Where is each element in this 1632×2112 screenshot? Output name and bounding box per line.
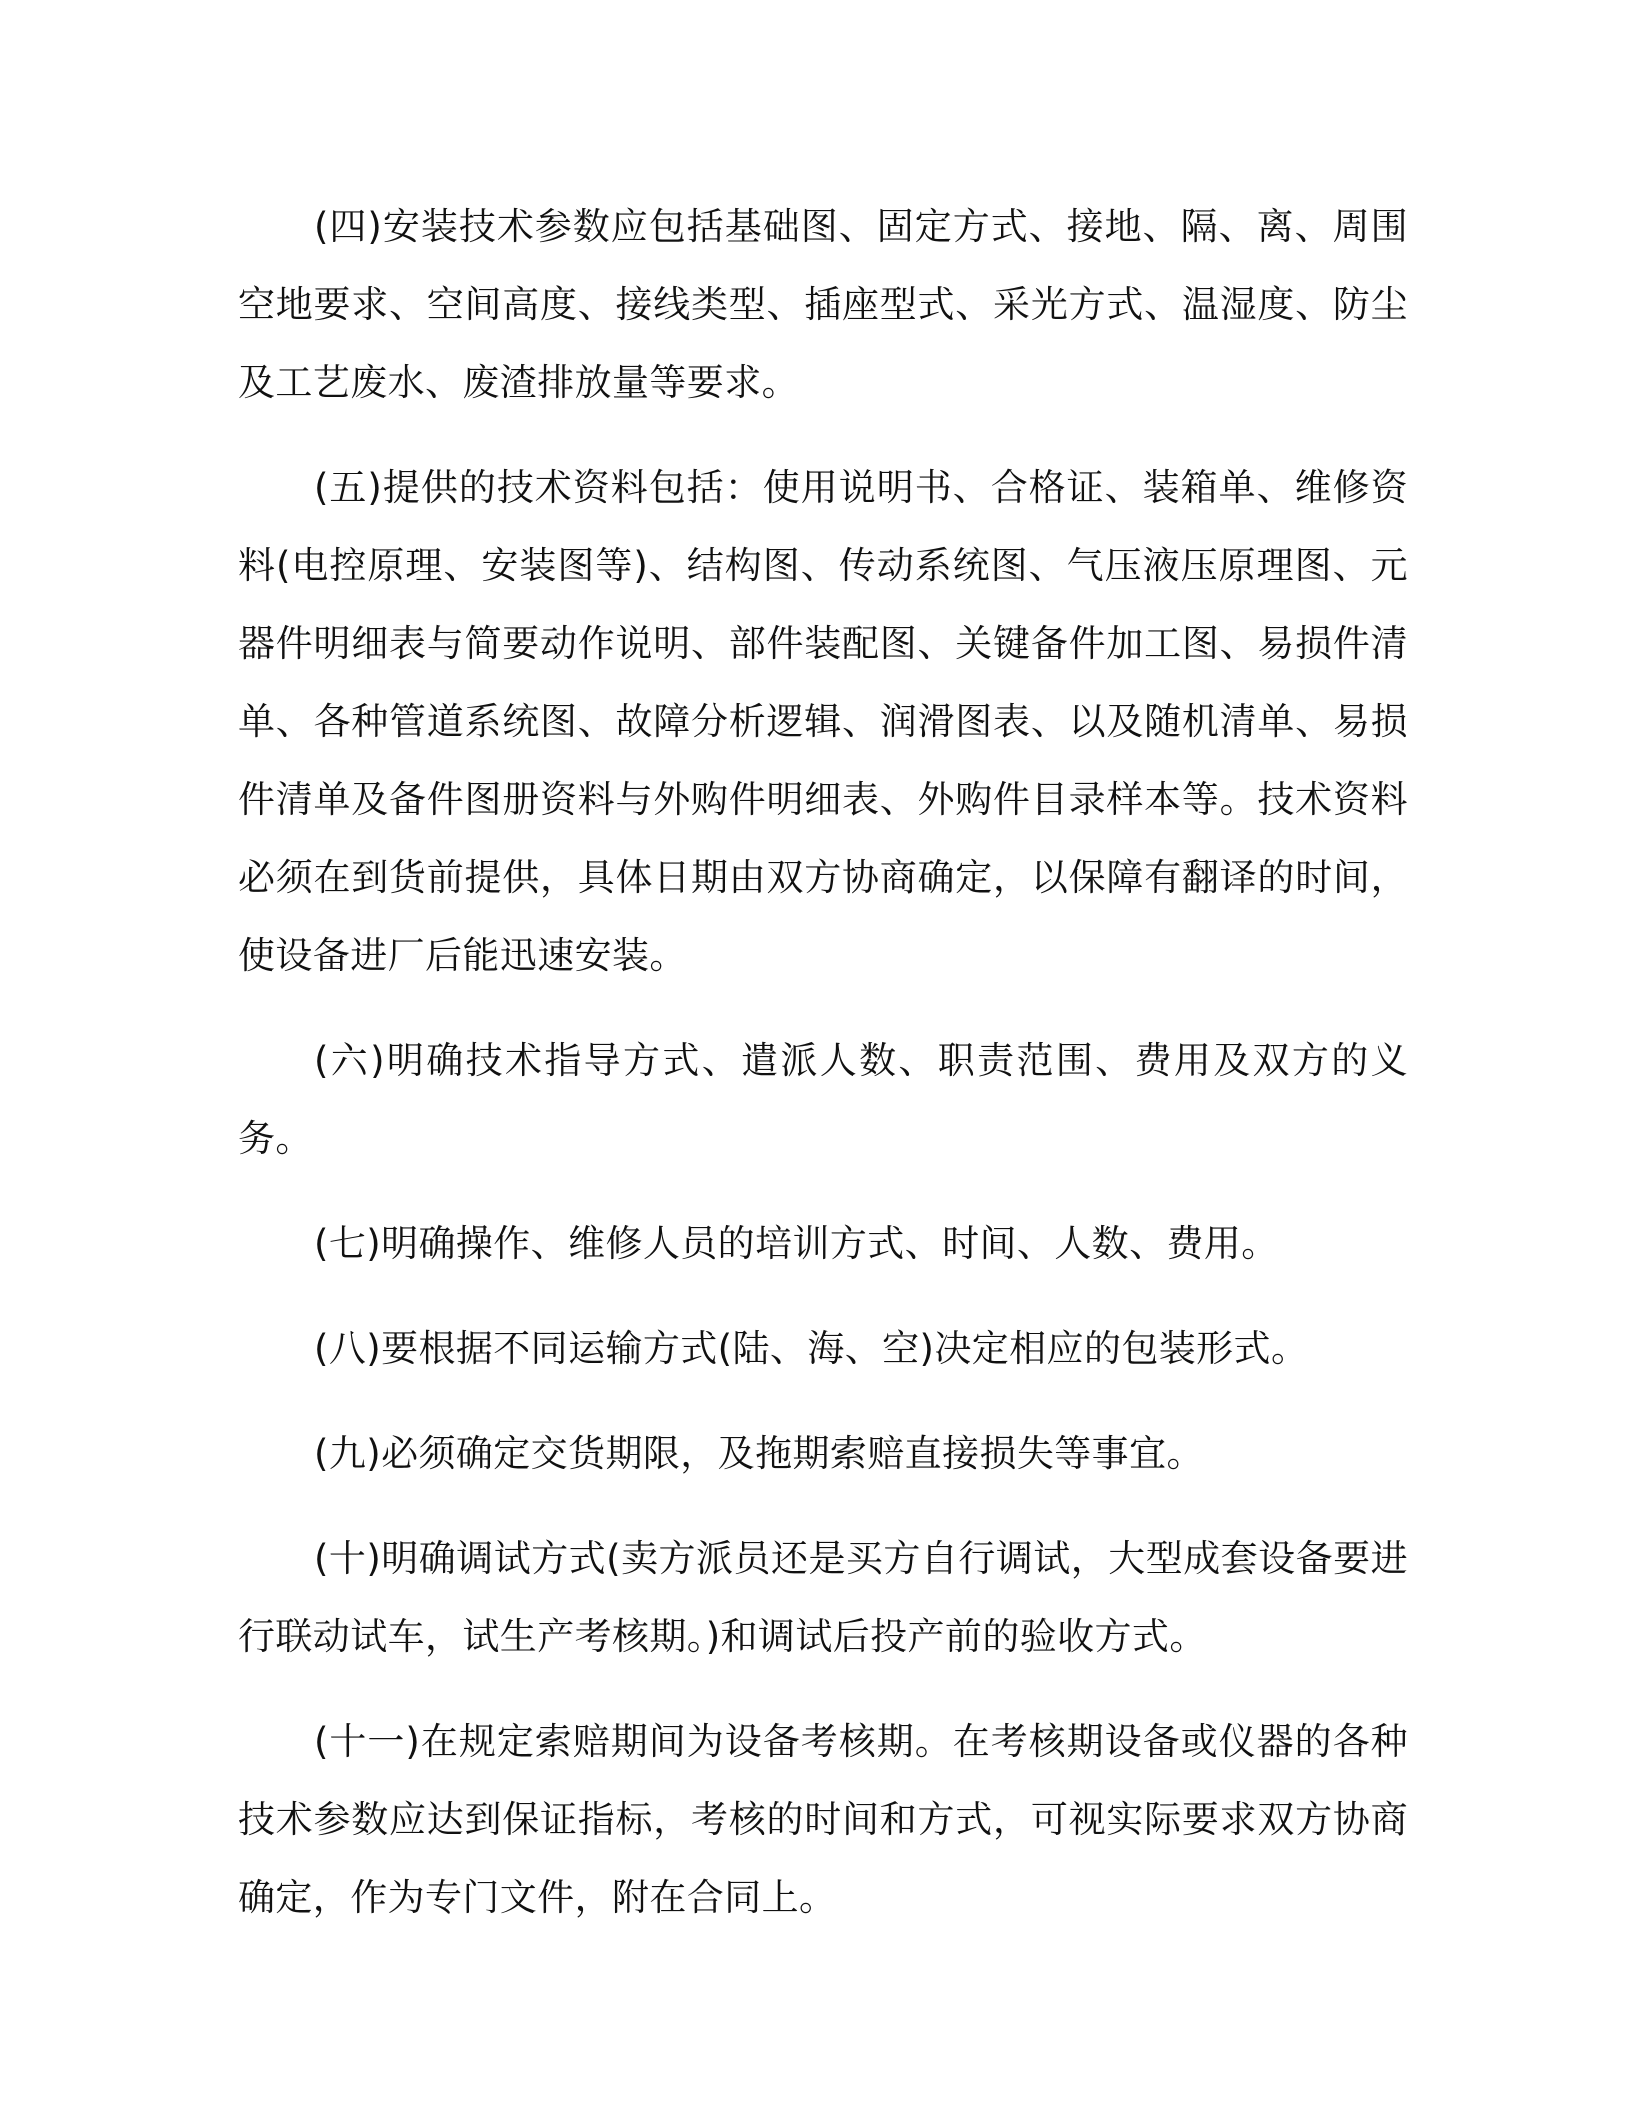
paragraph-technical-documents: (五)提供的技术资料包括：使用说明书、合格证、装箱单、维修资料(电控原理、安装图等)、结构图、传动系统图、气压液压原理图、元器件明细表与简要动作说明、部件装配图、关键备件加工图、易损件清单、各种管道系统图、故障分析逻辑、润滑图表、以及随机清单、易损件清单及备件图册资料与外购件明细表、外购件目录样本等。技术资料必须在到货前提供，具体日期由双方协商确定，以保障有翻译的时间，使设备进厂后能迅速安装。 — [238, 466, 1408, 977]
paragraph-training: (七)明确操作、维修人员的培训方式、时间、人数、费用。 — [314, 1222, 1279, 1265]
document-body — [238, 188, 1408, 1937]
paragraph-technical-guidance: (六)明确技术指导方式、遣派人数、职责范围、费用及双方的义务。 — [238, 1039, 1408, 1160]
paragraph-commissioning: (十)明确调试方式(卖方派员还是买方自行调试，大型成套设备要进行联动试车，试生产考核期。)和调试后投产前的验收方式。 — [238, 1537, 1408, 1658]
paragraph-packaging: (八)要根据不同运输方式(陆、海、空)决定相应的包装形式。 — [314, 1327, 1309, 1370]
paragraph-delivery-deadline: (九)必须确定交货期限，及拖期索赔直接损失等事宜。 — [314, 1432, 1204, 1475]
paragraph-installation-params: (四)安装技术参数应包括基础图、固定方式、接地、隔、离、周围空地要求、空间高度、接线类型、插座型式、采光方式、温湿度、防尘及工艺废水、废渣排放量等要求。 — [238, 205, 1408, 404]
paragraph-assessment-period: (十一)在规定索赔期间为设备考核期。在考核期设备或仪器的各种技术参数应达到保证指标，考核的时间和方式，可视实际要求双方协商确定，作为专门文件，附在合同上。 — [238, 1720, 1408, 1919]
